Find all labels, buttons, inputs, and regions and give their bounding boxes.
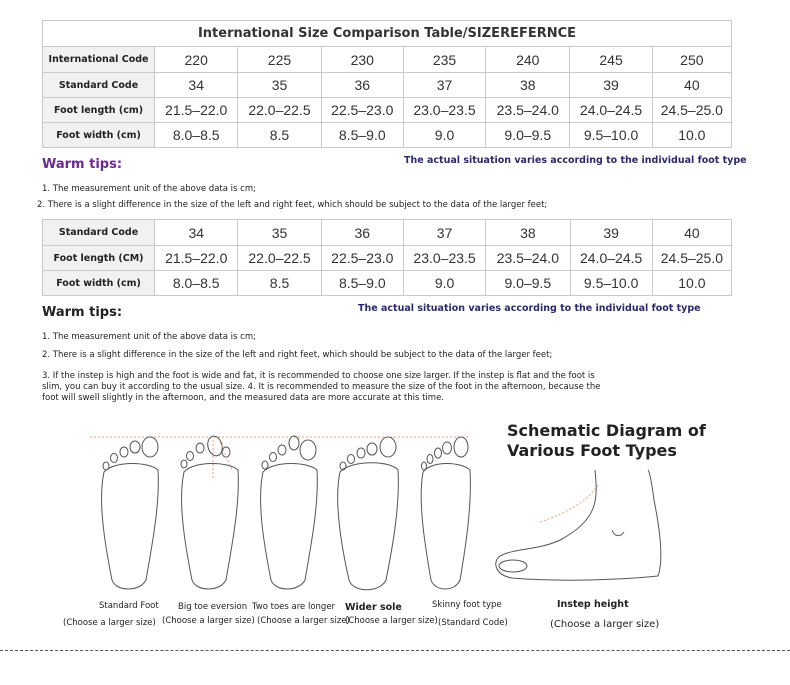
diagram-title (507, 421, 706, 461)
cell: 220 (155, 47, 238, 73)
cell: 39 (570, 73, 652, 98)
warm-tips-heading: Warm tips: (42, 305, 123, 320)
row-label: Standard Code (43, 73, 155, 98)
foot-sub-wider: (Choose a larger size) (345, 616, 438, 626)
instep-height-sub: (Choose a larger size) (550, 619, 660, 630)
big-toe-eversion-foot-icon (181, 435, 238, 589)
cell: 8.5 (238, 123, 321, 148)
diagram-title-line1: Schematic Diagram of (507, 421, 706, 440)
cell: 8.0–8.5 (155, 123, 238, 148)
warm-tips-heading: Warm tips: (42, 157, 123, 172)
cell: 9.0–9.5 (486, 271, 570, 296)
skinny-foot-icon (421, 437, 470, 589)
cell: 24.5–25.0 (652, 246, 731, 271)
foot-label-wider: Wider sole (345, 602, 402, 613)
tip-line: 2. There is a slight difference in the size of the left and right feet, which should be subject to the data of the larger feet; (37, 200, 548, 210)
cell: 245 (570, 47, 652, 73)
cell: 36 (321, 73, 403, 98)
cell: 35 (238, 220, 321, 246)
cell: 21.5–22.0 (155, 98, 238, 123)
bottom-divider (0, 650, 790, 651)
cell: 10.0 (652, 271, 731, 296)
cell: 9.5–10.0 (570, 271, 652, 296)
tip-line: 3. If the instep is high and the foot is wide and fat, it is recommended to choose one size larger. If the instep is flat and the foot is (42, 371, 595, 381)
cell: 37 (403, 220, 485, 246)
cell: 23.0–23.5 (403, 98, 485, 123)
cell: 40 (652, 73, 731, 98)
cell: 9.0 (403, 123, 485, 148)
cell: 23.0–23.5 (403, 246, 485, 271)
cell: 8.5–9.0 (321, 271, 403, 296)
cell: 22.5–23.0 (321, 98, 403, 123)
tip-line: slim, you can buy it according to the usual size. 4. It is recommended to measure the size of the foot in the afternoon, because the (42, 382, 601, 392)
foot-label-standard: Standard Foot (99, 601, 159, 611)
row-label: International Code (43, 47, 155, 73)
wider-sole-foot-icon (338, 437, 399, 590)
cell: 250 (652, 47, 731, 73)
actual-situation-note: The actual situation varies according to the individual foot type (404, 155, 747, 166)
cell: 9.0–9.5 (486, 123, 570, 148)
foot-label-big-toe: Big toe eversion (178, 602, 248, 612)
row-label: Foot width (cm) (43, 271, 155, 296)
foot-sub-skinny: (Standard Code) (438, 618, 508, 628)
cell: 40 (652, 220, 731, 246)
foot-sub-two-toes: (Choose a larger size) (257, 616, 350, 626)
cell: 235 (403, 47, 485, 73)
row-label: Standard Code (43, 220, 155, 246)
cell: 34 (155, 220, 238, 246)
foot-sub-big-toe: (Choose a larger size) (162, 616, 255, 626)
diagram-title-line2: Various Foot Types (507, 441, 677, 460)
cell: 35 (238, 73, 321, 98)
foot-sub-standard: (Choose a larger size) (63, 618, 156, 628)
row-label: Foot length (cm) (43, 98, 155, 123)
cell: 34 (155, 73, 238, 98)
cell: 23.5–24.0 (486, 98, 570, 123)
cell: 23.5–24.0 (486, 246, 570, 271)
cell: 9.5–10.0 (570, 123, 652, 148)
cell: 8.5 (238, 271, 321, 296)
cell: 225 (238, 47, 321, 73)
cell: 8.0–8.5 (155, 271, 238, 296)
cell: 38 (486, 220, 570, 246)
tip-line: 2. There is a slight difference in the size of the left and right feet, which should be subject to the data of the larger feet; (42, 350, 553, 360)
cell: 37 (403, 73, 485, 98)
row-label: Foot width (cm) (43, 123, 155, 148)
cell: 240 (486, 47, 570, 73)
row-label: Foot length (CM) (43, 246, 155, 271)
cell: 22.5–23.0 (321, 246, 403, 271)
tip-line: 1. The measurement unit of the above data is cm; (42, 332, 256, 342)
cell: 24.5–25.0 (652, 98, 731, 123)
cell: 8.5–9.0 (321, 123, 403, 148)
foot-label-skinny: Skinny foot type (432, 600, 502, 610)
instep-height-label: Instep height (557, 599, 629, 610)
cell: 24.0–24.5 (570, 246, 652, 271)
cell: 38 (486, 73, 570, 98)
cell: 9.0 (403, 271, 485, 296)
foot-label-two-toes: Two toes are longer (252, 602, 336, 612)
table-title: International Size Comparison Table/SIZEREFERNCE (43, 21, 732, 47)
cell: 39 (570, 220, 652, 246)
cell: 21.5–22.0 (155, 246, 238, 271)
tip-line: foot will swell slightly in the afternoon, and the measured data are more accurate at this time. (42, 393, 445, 403)
actual-situation-note: The actual situation varies according to the individual foot type (358, 303, 701, 314)
cell: 22.0–22.5 (238, 98, 321, 123)
two-toes-longer-foot-icon (261, 436, 318, 589)
cell: 22.0–22.5 (238, 246, 321, 271)
cell: 10.0 (652, 123, 731, 148)
instep-side-view-icon (496, 470, 661, 580)
cell: 36 (321, 220, 403, 246)
tip-line: 1. The measurement unit of the above data is cm; (42, 184, 256, 194)
cell: 24.0–24.5 (570, 98, 652, 123)
standard-foot-icon (102, 437, 159, 589)
cell: 230 (321, 47, 403, 73)
